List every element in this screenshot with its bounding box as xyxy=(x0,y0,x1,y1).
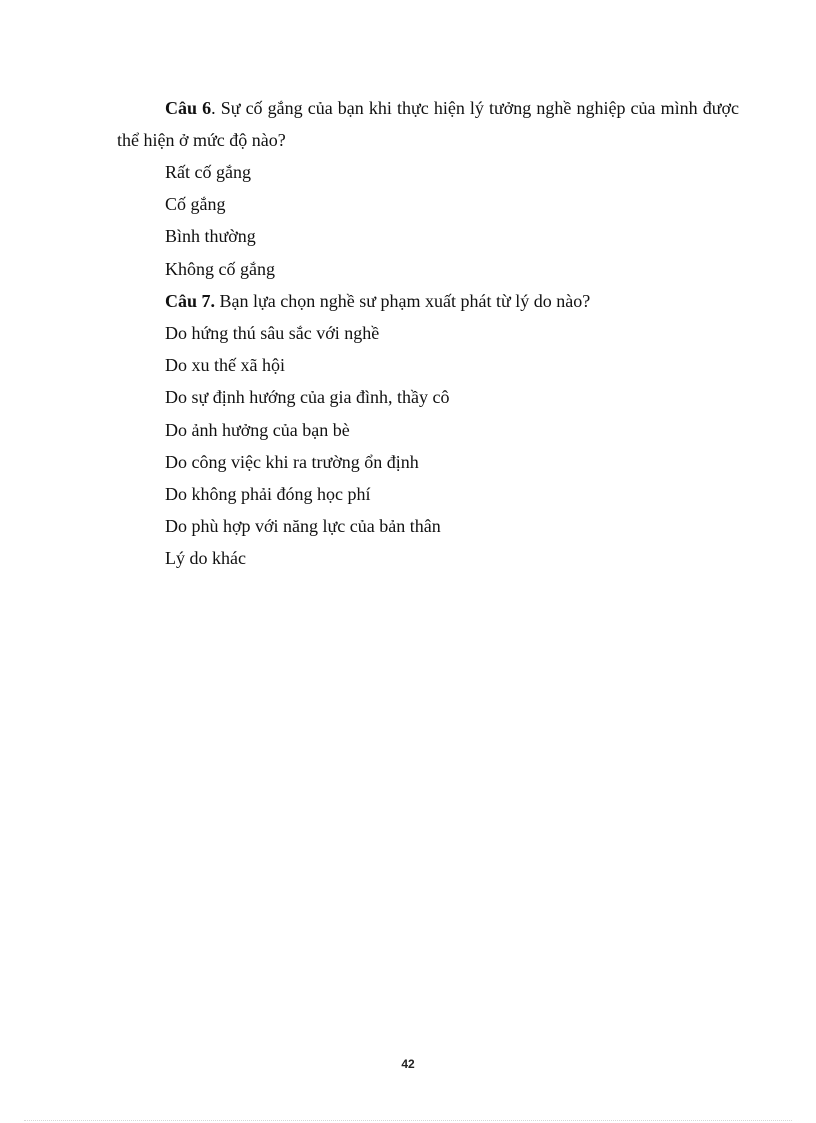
option-item: Do ảnh hưởng của bạn bè xyxy=(165,419,350,440)
option-item: Lý do khác xyxy=(165,548,246,569)
bottom-divider xyxy=(24,1120,792,1121)
question-6 xyxy=(117,92,739,156)
option-item: Do xu thế xã hội xyxy=(165,355,285,376)
option-item: Bình thường xyxy=(165,226,256,247)
question-7-label: Câu 7. xyxy=(165,291,216,311)
option-item: Cố gắng xyxy=(165,194,226,215)
option-item: Không cố gắng xyxy=(165,258,275,279)
question-7-options xyxy=(165,317,449,575)
page-number: 42 xyxy=(401,1057,415,1071)
question-6-options xyxy=(165,156,275,285)
option-item: Do hứng thú sâu sắc với nghề xyxy=(165,323,380,343)
option-item: Do phù hợp với năng lực của bản thân xyxy=(165,516,441,537)
option-item: Do sự định hướng của gia đình, thầy cô xyxy=(165,387,450,408)
question-6-label: Câu 6 xyxy=(165,98,212,118)
question-6-text: . Sự cố gắng của bạn khi thực hiện lý tưởng nghề nghiệp của mình được thể hiện ở mức độ nào? xyxy=(117,98,739,150)
question-7 xyxy=(165,285,590,317)
option-item: Do không phải đóng học phí xyxy=(165,484,371,505)
question-7-text: Bạn lựa chọn nghề sư phạm xuất phát từ lý do nào? xyxy=(215,291,591,311)
option-item: Rất cố gắng xyxy=(165,162,251,182)
option-item: Do công việc khi ra trường ổn định xyxy=(165,451,419,472)
